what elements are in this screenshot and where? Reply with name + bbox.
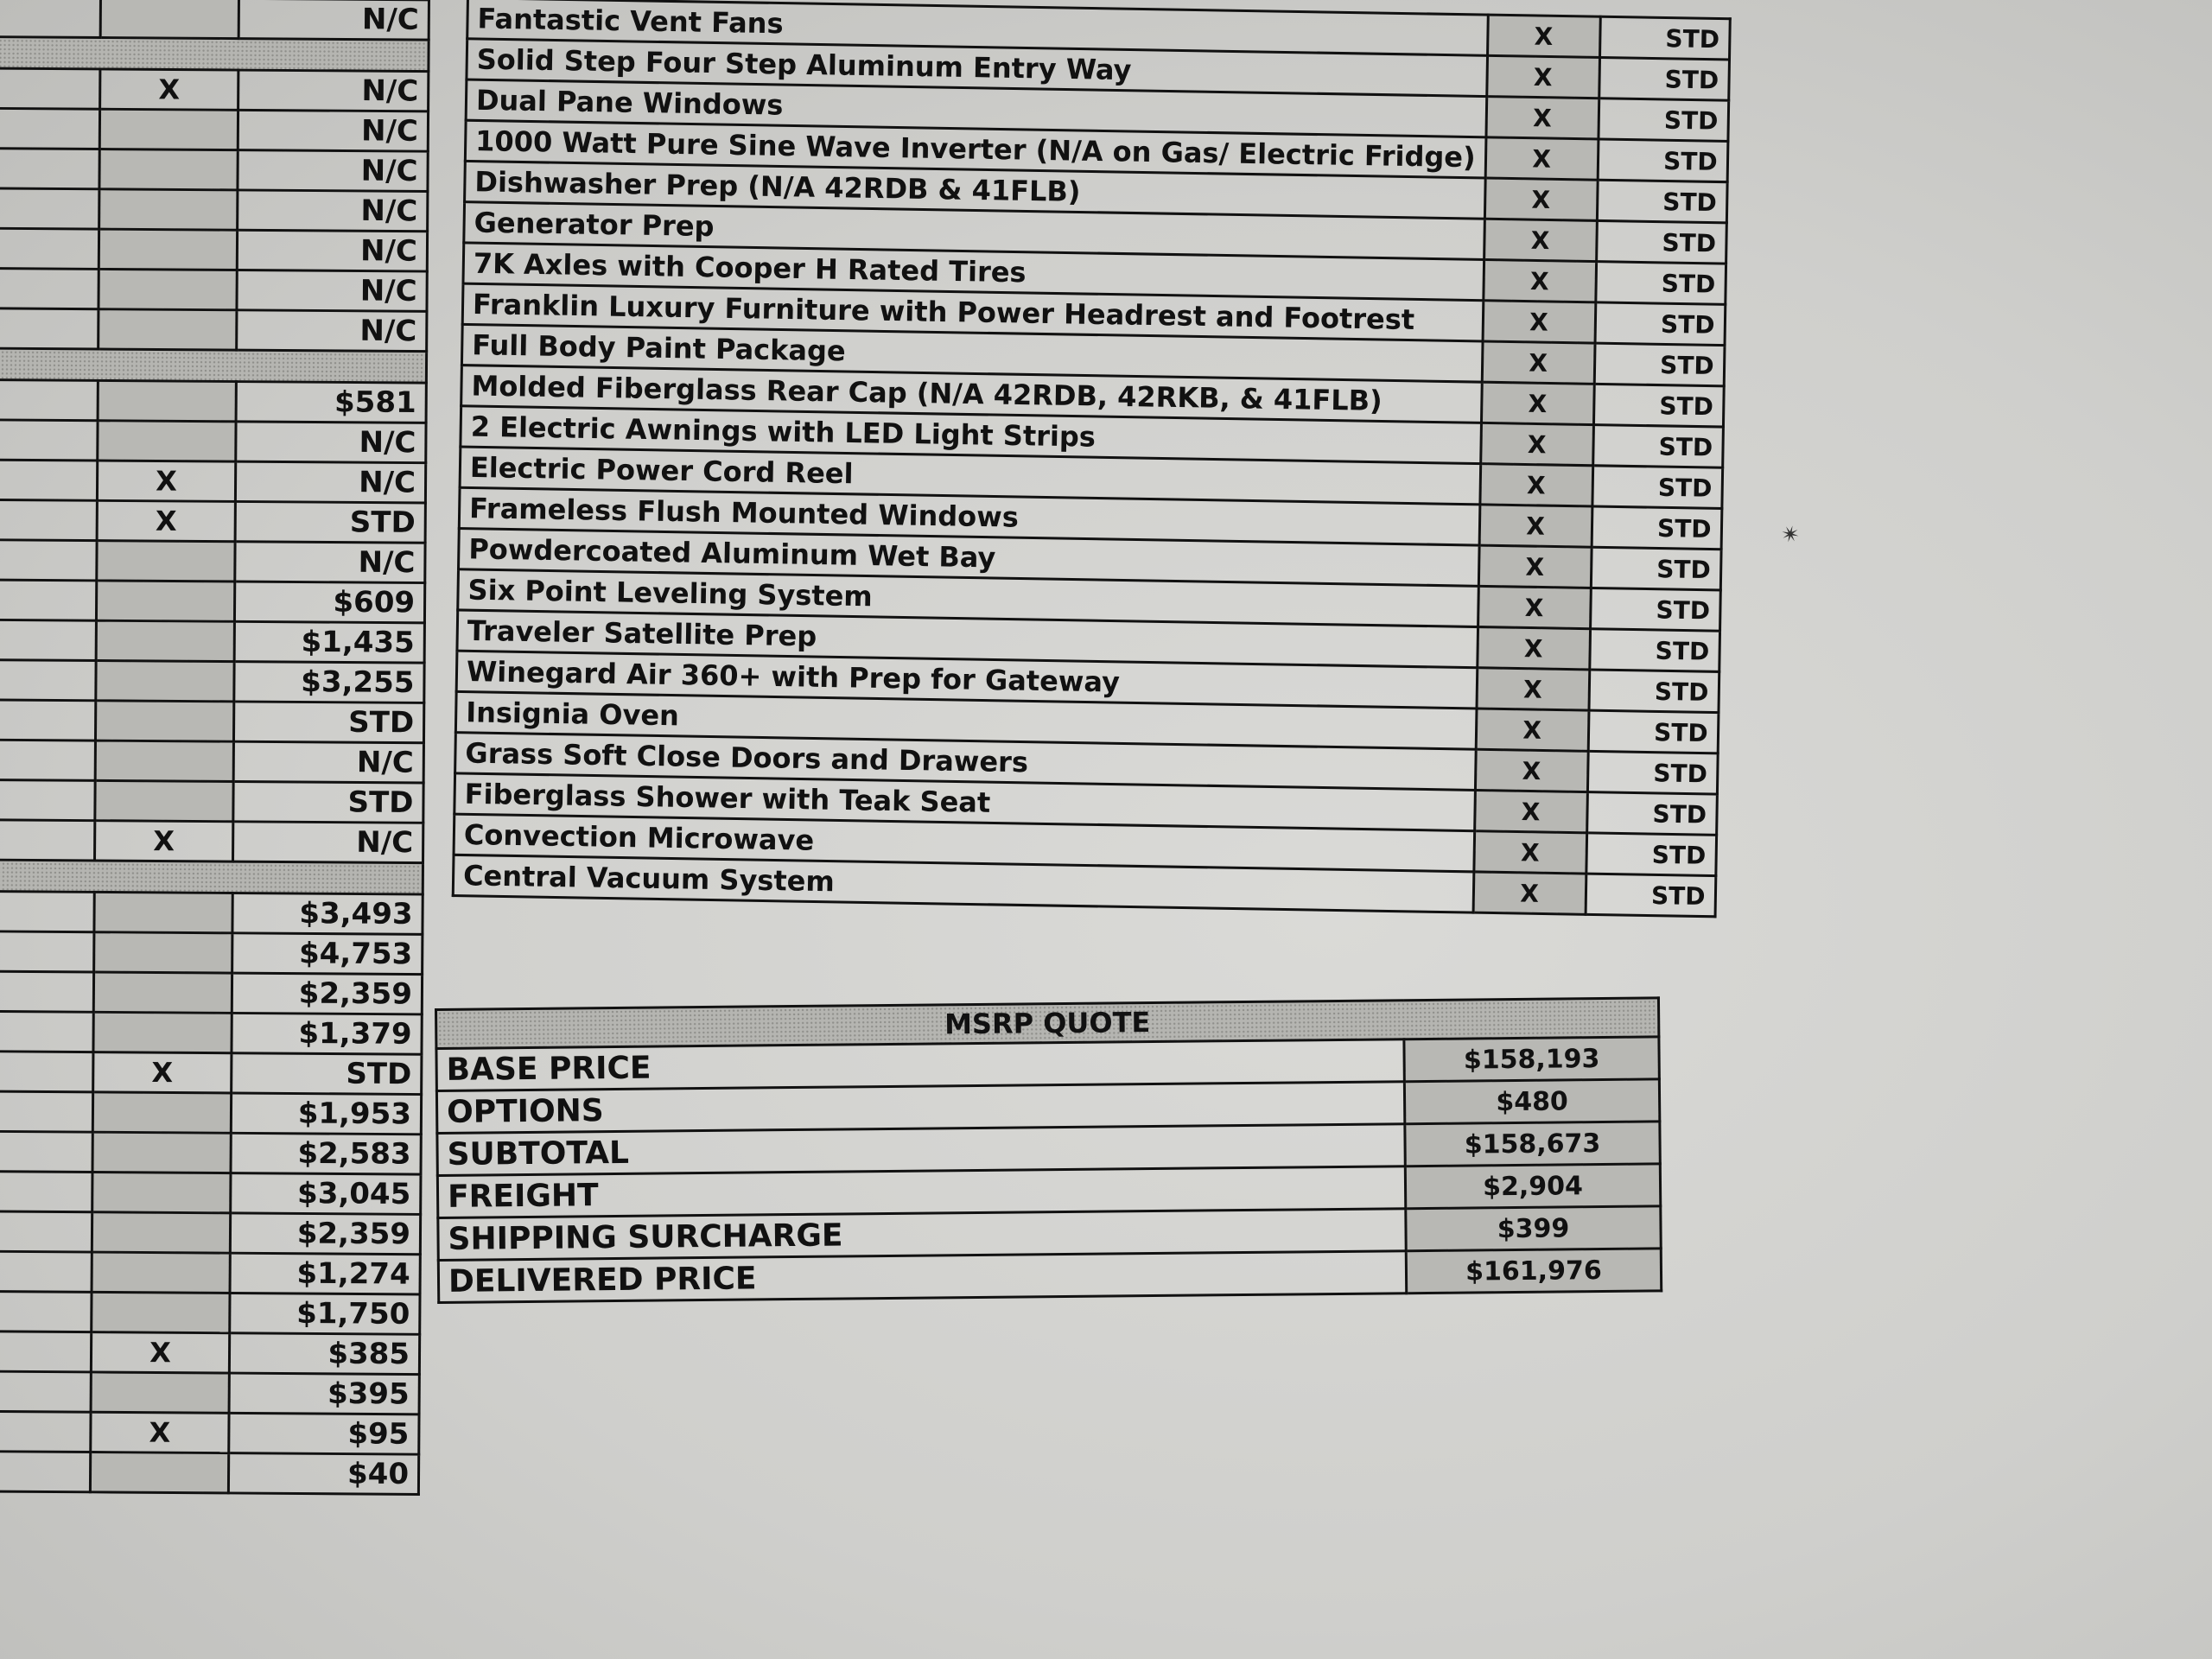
option-price-cell: $581	[236, 382, 426, 423]
option-mark-cell	[99, 109, 238, 149]
section-divider	[0, 347, 427, 383]
option-name-cell	[0, 1331, 92, 1372]
feature-status: STD	[1599, 57, 1729, 100]
feature-mark: X	[1475, 749, 1588, 791]
option-mark-cell	[99, 189, 238, 230]
option-row	[0, 539, 425, 583]
feature-mark: X	[1474, 790, 1587, 832]
option-mark-cell	[95, 741, 233, 781]
option-name-cell	[0, 619, 96, 660]
feature-name: 2 Electric Awnings with LED Light Strips	[461, 406, 1481, 464]
feature-status: STD	[1595, 302, 1726, 346]
feature-status: STD	[1594, 343, 1725, 386]
option-name-cell	[0, 419, 98, 461]
option-price-cell: $3,045	[231, 1173, 421, 1215]
feature-name: Generator Prep	[464, 202, 1484, 260]
feature-mark: X	[1482, 341, 1595, 384]
option-price-cell: N/C	[238, 70, 429, 111]
option-name-cell	[0, 188, 99, 229]
option-name-cell	[0, 459, 98, 500]
option-name-cell	[0, 67, 100, 109]
feature-name: Solid Step Four Step Aluminum Entry Way	[467, 39, 1487, 97]
msrp-label: SUBTOTAL	[437, 1124, 1405, 1176]
option-name-cell	[0, 379, 98, 421]
option-price-cell: N/C	[238, 150, 428, 192]
feature-mark: X	[1480, 423, 1593, 465]
standard-features-table-wrap	[452, 0, 1732, 918]
option-name-cell	[0, 659, 96, 701]
option-name-cell	[0, 108, 100, 149]
left-options-table	[0, 0, 430, 1496]
option-row	[0, 227, 428, 271]
feature-name: Winegard Air 360+ with Prep for Gateway	[456, 651, 1477, 709]
section-divider-row	[0, 859, 423, 894]
option-row	[0, 1090, 422, 1135]
option-price-cell: $2,359	[232, 973, 422, 1014]
option-price-cell: $1,435	[234, 621, 424, 663]
feature-name: Dual Pane Windows	[466, 79, 1486, 137]
option-mark-cell	[95, 780, 233, 821]
option-price-cell: STD	[232, 1053, 422, 1095]
feature-status: STD	[1590, 588, 1720, 631]
feature-name: Frameless Flush Mounted Windows	[459, 487, 1479, 545]
feature-name: 7K Axles with Cooper H Rated Tires	[463, 243, 1484, 301]
option-mark-cell	[98, 421, 236, 461]
feature-mark: X	[1484, 219, 1597, 261]
option-price-cell: STD	[233, 781, 423, 823]
feature-status: STD	[1592, 506, 1722, 550]
feature-mark: X	[1481, 382, 1594, 424]
option-price-cell: N/C	[236, 422, 426, 463]
option-price-cell: N/C	[233, 822, 423, 863]
option-row	[0, 1051, 422, 1095]
feature-mark: X	[1484, 178, 1598, 220]
option-row	[0, 931, 423, 975]
paper-speck: ✴	[1776, 518, 1806, 551]
option-price-cell: $1,750	[230, 1293, 420, 1334]
option-mark-cell	[96, 660, 234, 701]
option-row	[0, 1171, 421, 1215]
option-price-cell: $3,493	[232, 893, 423, 935]
option-name-cell	[0, 1051, 93, 1092]
msrp-quote-title: MSRP QUOTE	[436, 998, 1659, 1049]
section-divider	[0, 859, 423, 894]
feature-mark: X	[1473, 872, 1586, 914]
option-name-cell	[0, 931, 94, 972]
feature-status: STD	[1589, 629, 1719, 672]
option-name-cell	[0, 499, 97, 541]
option-mark-cell	[92, 1212, 230, 1253]
option-row	[0, 419, 426, 463]
option-name-cell	[0, 227, 99, 269]
option-price-cell: N/C	[233, 741, 423, 783]
option-row	[0, 1211, 421, 1255]
option-mark-cell	[99, 309, 237, 350]
feature-mark: X	[1478, 586, 1591, 628]
left-options-table-wrap	[0, 0, 430, 1496]
option-mark-cell	[92, 1172, 231, 1212]
feature-status: STD	[1588, 710, 1719, 753]
msrp-quote-table-wrap	[435, 996, 1662, 1304]
option-row	[0, 891, 423, 935]
option-price-cell: N/C	[235, 542, 425, 583]
feature-status: STD	[1596, 220, 1726, 264]
option-price-cell: $95	[229, 1413, 419, 1454]
option-name-cell	[0, 970, 94, 1012]
msrp-label: FREIGHT	[437, 1166, 1405, 1218]
msrp-value: $161,976	[1406, 1249, 1661, 1294]
feature-mark: X	[1477, 627, 1590, 670]
feature-mark: X	[1486, 97, 1599, 139]
feature-name: Central Vacuum System	[453, 855, 1473, 912]
feature-status: STD	[1597, 180, 1727, 223]
option-mark-cell	[99, 269, 237, 309]
option-name-cell	[0, 819, 95, 861]
feature-name: Six Point Leveling System	[458, 569, 1478, 627]
feature-name: Franklin Luxury Furniture with Power Headrest and Footrest	[462, 283, 1483, 341]
option-price-cell: $1,953	[231, 1093, 421, 1135]
feature-mark: X	[1483, 259, 1596, 302]
option-mark-cell	[96, 620, 234, 661]
option-row	[0, 67, 429, 111]
feature-status: STD	[1595, 262, 1726, 305]
option-mark-cell	[94, 932, 232, 973]
option-mark-cell	[93, 972, 232, 1013]
feature-name: Molded Fiberglass Rear Cap (N/A 42RDB, 42RKB, & 41FLB)	[461, 365, 1482, 423]
option-mark-cell: X	[95, 821, 233, 861]
option-price-cell: $609	[234, 582, 424, 623]
option-price-cell: $385	[229, 1333, 419, 1375]
msrp-value: $399	[1406, 1206, 1661, 1251]
option-row	[0, 819, 423, 863]
option-name-cell	[0, 148, 99, 189]
option-row	[0, 1130, 421, 1174]
option-price-cell: $395	[229, 1373, 419, 1414]
feature-status: STD	[1592, 466, 1722, 509]
option-name-cell	[0, 1250, 92, 1292]
option-price-cell: STD	[235, 501, 425, 543]
feature-mark: X	[1473, 831, 1586, 874]
option-name-cell	[0, 891, 94, 932]
option-price-cell: $1,379	[232, 1013, 422, 1054]
option-mark-cell	[92, 1132, 231, 1173]
option-price-cell: $2,583	[231, 1133, 421, 1174]
option-mark-cell: X	[97, 500, 235, 541]
feature-name: Traveler Satellite Prep	[457, 610, 1478, 668]
option-name-cell	[0, 779, 95, 821]
option-price-cell: N/C	[238, 110, 428, 151]
option-mark-cell: X	[97, 461, 235, 501]
feature-status: STD	[1589, 670, 1719, 713]
option-mark-cell: X	[91, 1332, 229, 1373]
feature-name: Electric Power Cord Reel	[460, 447, 1480, 505]
option-name-cell	[0, 1171, 92, 1212]
option-price-cell: $3,255	[234, 662, 424, 703]
option-name-cell	[0, 539, 97, 581]
msrp-quote-table	[435, 996, 1662, 1304]
msrp-value: $2,904	[1405, 1164, 1660, 1209]
option-name-cell	[0, 739, 95, 780]
option-row	[0, 1291, 420, 1335]
feature-status: STD	[1598, 139, 1728, 182]
option-name-cell	[0, 1411, 91, 1452]
option-name-cell	[0, 0, 100, 37]
option-row	[0, 970, 423, 1014]
feature-name: Insignia Oven	[455, 691, 1476, 749]
msrp-label: BASE PRICE	[436, 1039, 1404, 1091]
option-row	[0, 619, 424, 663]
option-mark-cell	[96, 581, 234, 621]
option-price-cell: N/C	[238, 0, 429, 40]
option-name-cell	[0, 1370, 91, 1412]
option-price-cell: $4,753	[232, 933, 423, 975]
option-mark-cell	[95, 701, 233, 741]
option-row	[0, 579, 425, 623]
feature-mark: X	[1487, 15, 1600, 57]
option-row	[0, 188, 428, 232]
option-row	[0, 1250, 420, 1294]
feature-status: STD	[1587, 751, 1718, 794]
option-row	[0, 268, 427, 312]
option-row	[0, 0, 429, 40]
option-price-cell: $40	[228, 1453, 418, 1495]
feature-mark: X	[1483, 301, 1596, 343]
feature-name: 1000 Watt Pure Sine Wave Inverter (N/A on Gas/ Electric Fridge)	[465, 120, 1485, 178]
option-row	[0, 499, 425, 543]
option-row	[0, 459, 426, 503]
option-name-cell	[0, 308, 99, 349]
option-row	[0, 308, 427, 352]
option-price-cell: $1,274	[230, 1253, 420, 1294]
option-mark-cell	[98, 380, 236, 421]
feature-status: STD	[1586, 792, 1717, 836]
option-mark-cell	[99, 149, 238, 190]
section-divider-row	[0, 347, 427, 383]
feature-mark: X	[1477, 668, 1590, 710]
option-price-cell: N/C	[237, 310, 427, 352]
option-mark-cell	[90, 1452, 228, 1493]
feature-mark: X	[1476, 709, 1589, 751]
option-price-cell: N/C	[237, 230, 427, 271]
option-row	[0, 1451, 419, 1495]
feature-status: STD	[1586, 833, 1716, 876]
option-mark-cell	[97, 541, 235, 582]
option-mark-cell	[100, 0, 238, 39]
feature-status: STD	[1593, 384, 1724, 427]
option-price-cell: N/C	[237, 270, 427, 312]
option-row	[0, 108, 429, 152]
option-name-cell	[0, 579, 97, 620]
section-divider	[0, 36, 429, 72]
option-mark-cell	[91, 1372, 229, 1413]
option-name-cell	[0, 1130, 92, 1172]
option-price-cell: N/C	[235, 461, 425, 503]
option-price-cell: N/C	[238, 190, 428, 232]
feature-mark: X	[1478, 545, 1592, 588]
feature-status: STD	[1592, 425, 1723, 468]
option-row	[0, 659, 424, 703]
option-row	[0, 148, 428, 192]
option-name-cell	[0, 1291, 92, 1332]
option-row	[0, 1331, 420, 1375]
msrp-value: $480	[1404, 1079, 1659, 1124]
feature-mark: X	[1486, 55, 1599, 98]
option-name-cell	[0, 699, 96, 741]
option-mark-cell	[93, 1012, 232, 1052]
option-mark-cell	[99, 229, 237, 270]
option-row	[0, 699, 424, 743]
option-price-cell: STD	[233, 702, 423, 743]
feature-name: Convection Microwave	[454, 814, 1474, 872]
feature-mark: X	[1479, 505, 1592, 547]
feature-status: STD	[1586, 874, 1716, 917]
option-mark-cell: X	[100, 69, 238, 110]
feature-name: Fiberglass Shower with Teak Seat	[454, 773, 1475, 831]
standard-features-table	[452, 0, 1732, 918]
option-row	[0, 379, 426, 423]
option-mark-cell	[92, 1092, 231, 1133]
option-name-cell	[0, 1011, 93, 1052]
option-name-cell	[0, 1451, 91, 1492]
feature-name: Powdercoated Aluminum Wet Bay	[459, 529, 1479, 587]
msrp-label: SHIPPING SURCHARGE	[438, 1209, 1406, 1261]
option-name-cell	[0, 1211, 92, 1252]
option-mark-cell	[92, 1292, 230, 1332]
option-mark-cell: X	[91, 1412, 229, 1452]
option-price-cell: $2,359	[230, 1213, 420, 1255]
option-mark-cell	[94, 892, 232, 932]
option-row	[0, 1411, 419, 1455]
feature-status: STD	[1591, 547, 1721, 590]
feature-name: Dishwasher Prep (N/A 42RDB & 41FLB)	[465, 161, 1485, 219]
feature-status: STD	[1599, 99, 1729, 142]
option-name-cell	[0, 268, 99, 309]
option-name-cell	[0, 1090, 93, 1132]
option-mark-cell	[92, 1252, 230, 1293]
feature-mark: X	[1480, 464, 1593, 506]
msrp-label: DELIVERED PRICE	[438, 1251, 1406, 1303]
section-divider-row	[0, 36, 429, 72]
option-row	[0, 1370, 419, 1414]
feature-status: STD	[1599, 16, 1730, 60]
msrp-value: $158,193	[1404, 1037, 1659, 1082]
feature-mark: X	[1485, 137, 1599, 180]
feature-name: Grass Soft Close Doors and Drawers	[455, 733, 1476, 791]
feature-name: Fantastic Vent Fans	[467, 0, 1488, 55]
msrp-label: OPTIONS	[436, 1082, 1404, 1134]
option-row	[0, 779, 423, 823]
msrp-value: $158,673	[1405, 1122, 1660, 1166]
option-row	[0, 1011, 422, 1055]
option-mark-cell: X	[93, 1052, 232, 1093]
feature-name: Full Body Paint Package	[461, 324, 1482, 382]
option-row	[0, 739, 423, 783]
